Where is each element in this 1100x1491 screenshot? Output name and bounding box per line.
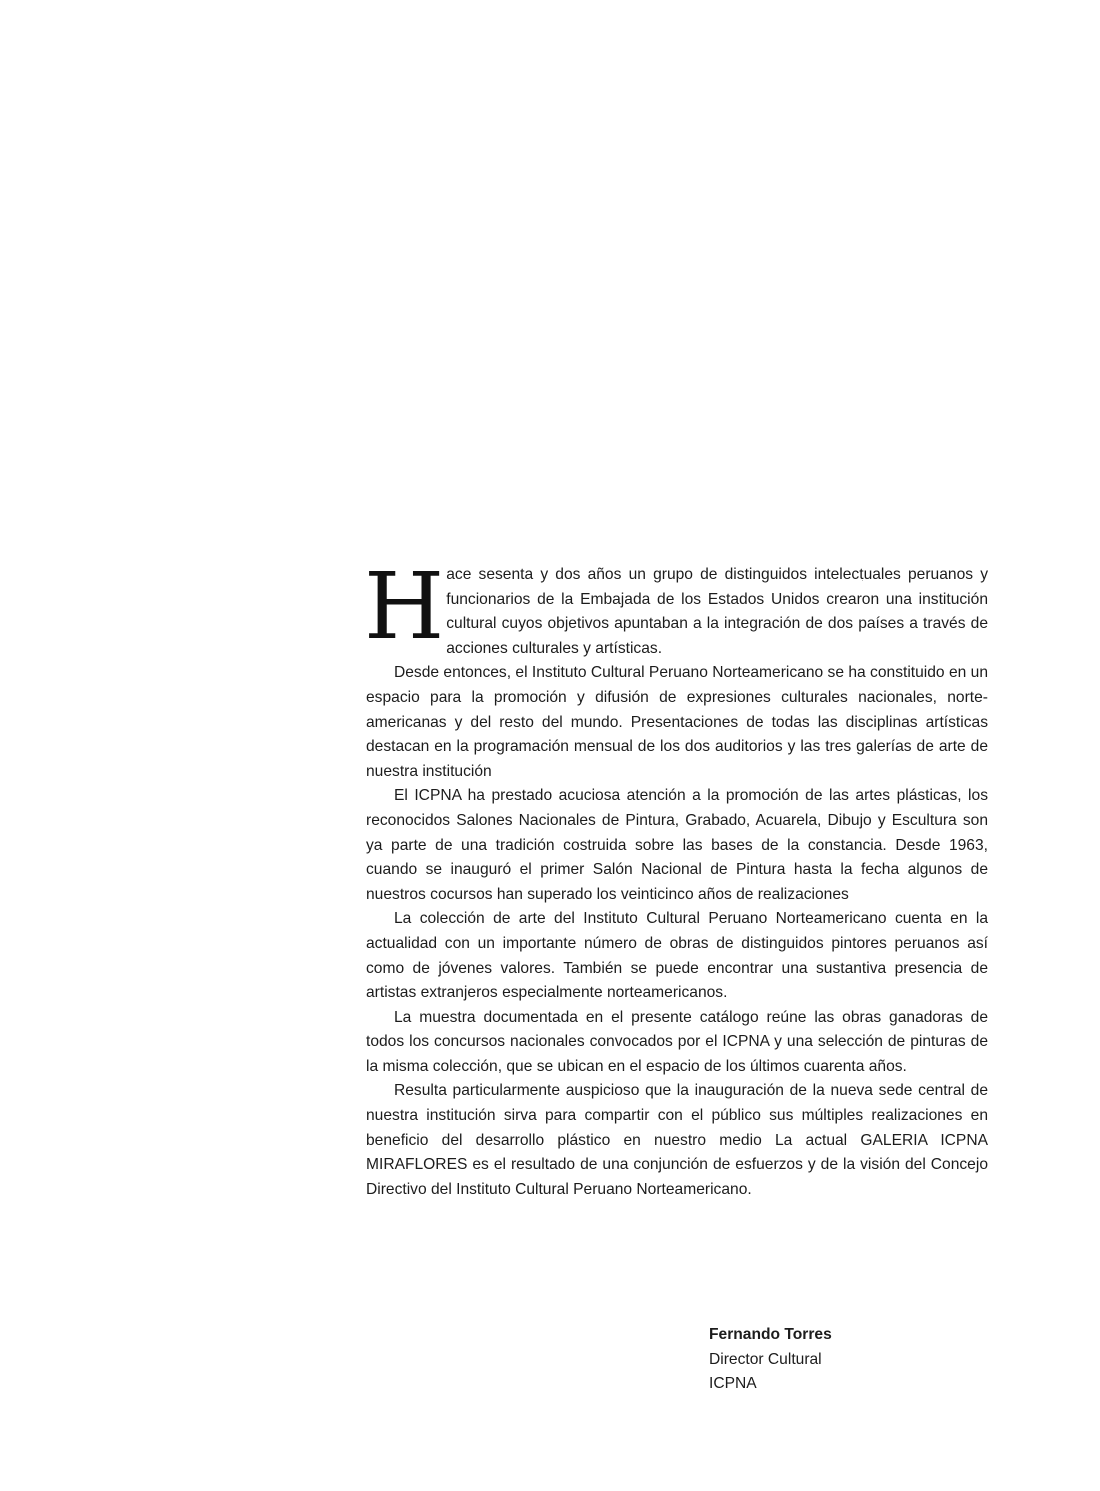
intro-text: ace sesenta y dos años un grupo de distinguidos intelectuales peruanos y funcionarios de la Embajada de los Estados Unidos crearon una institución cultural cuyos objetivos apuntaban a la integración de dos países a través de acciones culturales y artísticas.	[446, 566, 988, 657]
drop-cap: H	[364, 553, 445, 660]
paragraph: El ICPNA ha prestado acuciosa atención a la promoción de las artes plásticas, los reconocidos Salones Nacionales de Pintura, Grabado, Acuarela, Dibujo y Escultura son ya parte de una tradición costruida sobre las bases de la constancia. Desde 1963, cuando se inauguró el primer Salón Nacional de Pintura hasta la fecha algunos de nuestros cocursos han superado los veinticinco años de realizaciones	[366, 787, 988, 903]
signature-block	[709, 1323, 832, 1397]
paragraph: Desde entonces, el Instituto Cultural Peruano Norteamericano se ha constituido en un espacio para la promoción y difusión de expresiones culturales nacionales, norte-americanas y del resto del mundo. Presentaciones de todas las disciplinas artísticas destacan en la programación mensual de los dos auditorios y las tres galerías de arte de nuestra institución	[366, 664, 988, 780]
signature-title: Director Cultural	[709, 1350, 822, 1368]
article-body	[364, 553, 988, 1202]
paragraph-intro	[364, 553, 988, 661]
signature-organization: ICPNA	[709, 1375, 757, 1393]
paragraph: La colección de arte del Instituto Cultural Peruano Norteamericano cuenta en la actualidad con un importante número de obras de distinguidos pintores peruanos así como de jóvenes valores. También se puede encontrar una sustantiva presencia de artistas extranjeros especialmente norteamericanos.	[366, 910, 988, 1002]
paragraph: La muestra documentada en el presente catálogo reúne las obras ganadoras de todos los concursos nacionales convocados por el ICPNA y una selección de pinturas de la misma colección, que se ubican en el espacio de los últimos cuarenta años.	[366, 1008, 988, 1075]
paragraph: Resulta particularmente auspicioso que la inauguración de la nueva sede central de nuestra institución sirva para compartir con el público sus múltiples realizaciones en beneficio del desarrollo plástico en nuestro medio La actual GALERIA ICPNA MIRAFLORES es el resultado de una conjunción de esfuerzos y de la visión del Concejo Directivo del Instituto Cultural Peruano Norteamericano.	[366, 1082, 988, 1198]
signature-name: Fernando Torres	[709, 1326, 832, 1343]
